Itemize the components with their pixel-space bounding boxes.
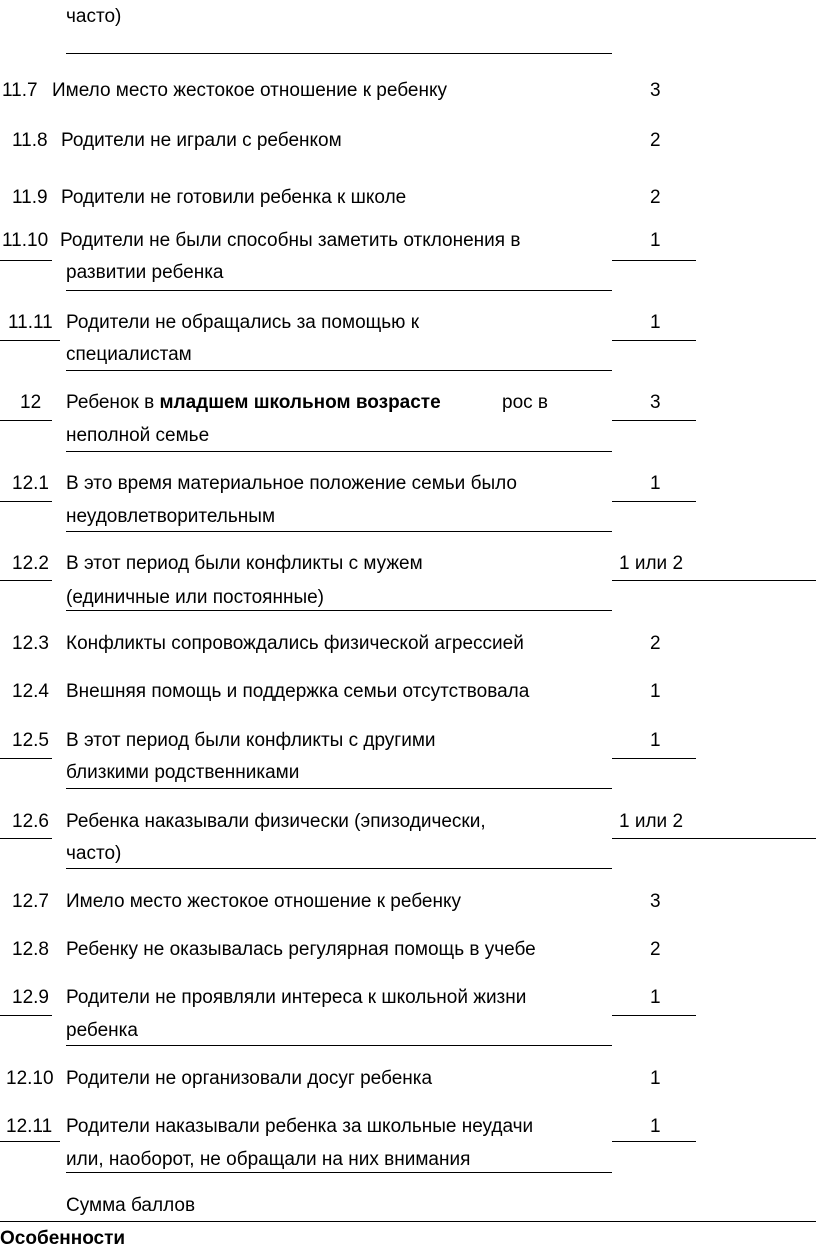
row-divider	[66, 1172, 612, 1173]
row-text-line1	[66, 390, 441, 416]
row-divider	[0, 501, 52, 502]
row-divider	[0, 340, 60, 341]
table-bottom-border	[0, 1221, 816, 1222]
row-number: 12.6	[12, 811, 49, 832]
row-number: 12	[20, 392, 42, 413]
row-divider	[66, 370, 612, 371]
row-text-line2: неполной семье	[66, 425, 210, 446]
row-divider	[0, 838, 52, 839]
row-text-line1: В это время материальное положение семьи было	[66, 473, 517, 494]
row-divider	[612, 1141, 696, 1142]
row-text-bold: младшем школьном возрасте	[159, 392, 441, 413]
row-divider	[66, 610, 612, 611]
row-text-line1: Родители не обращались за помощью к	[66, 312, 420, 333]
row-score: 2	[650, 939, 661, 960]
row-text-line1: Ребенка наказывали физически (эпизодически,	[66, 811, 486, 832]
row-score: 1	[650, 1068, 661, 1089]
row-divider	[0, 420, 52, 421]
row-divider	[612, 260, 696, 261]
row-divider	[612, 420, 696, 421]
row-score: 3	[650, 891, 661, 912]
row-number: 12.10	[6, 1068, 54, 1089]
row-number: 12.1	[12, 473, 49, 494]
row-text-line1: В этот период были конфликты с мужем	[66, 553, 423, 574]
row-divider	[66, 53, 612, 54]
row-text: Конфликты сопровождались физической агрессией	[66, 633, 524, 654]
row-number: 12.5	[12, 730, 49, 751]
row-text: Внешняя помощь и поддержка семьи отсутствовала	[66, 681, 530, 702]
row-text: Родители не организовали досуг ребенка	[66, 1068, 433, 1089]
row-text-line2: часто)	[66, 843, 122, 864]
row-number: 12.3	[12, 633, 49, 654]
row-text-line1: Родители наказывали ребенка за школьные неудачи	[66, 1116, 534, 1137]
row-divider	[0, 1015, 52, 1016]
row-score: 1	[650, 312, 661, 333]
row-divider	[612, 838, 816, 839]
row-text: Ребенку не оказывалась регулярная помощь в учебе	[66, 939, 536, 960]
row-text: Имело место жестокое отношение к ребенку	[52, 80, 447, 101]
row-score: 1	[650, 230, 661, 251]
row-score: 3	[650, 392, 661, 413]
row-number: 11.11	[8, 312, 53, 333]
row-number: 12.11	[6, 1116, 53, 1137]
row-divider	[66, 290, 612, 291]
row-score: 1	[650, 681, 661, 702]
row-number: 12.4	[12, 681, 49, 702]
row-score: 1	[650, 987, 661, 1008]
row-text-line1: Родители не проявляли интереса к школьной жизни	[66, 987, 527, 1008]
row-number: 12.2	[12, 553, 49, 574]
row-score: 2	[650, 633, 661, 654]
row-score: 1	[650, 1116, 661, 1137]
row-text: Имело место жестокое отношение к ребенку	[66, 891, 461, 912]
row-divider	[612, 340, 696, 341]
row-score: 1	[650, 473, 661, 494]
row-divider	[66, 788, 612, 789]
row-divider	[0, 260, 52, 261]
row-divider	[0, 580, 52, 581]
row-divider	[66, 451, 612, 452]
row-text: Родители не готовили ребенка к школе	[61, 187, 407, 208]
row-text-line2: или, наоборот, не обращали на них внимания	[66, 1149, 471, 1170]
row-score: 1 или 2	[619, 811, 684, 832]
row-divider	[612, 1015, 696, 1016]
row-text-suffix: рос в	[502, 392, 549, 413]
row-text-line2: (единичные или постоянные)	[66, 587, 325, 608]
row-text-line2: неудовлетворительным	[66, 506, 275, 527]
row-text-prefix: Ребенок в	[66, 392, 160, 413]
row-text-line2: специалистам	[66, 344, 192, 365]
row-number: 12.8	[12, 939, 49, 960]
row-divider	[612, 501, 696, 502]
row-divider	[612, 580, 816, 581]
row-text-line2: ребенка	[66, 1020, 138, 1041]
row-text-line2: развитии ребенка	[66, 262, 224, 283]
row-text-line2: близкими родственниками	[66, 762, 300, 783]
row-number: 11.7	[2, 80, 38, 101]
row-score: 2	[650, 130, 661, 151]
row-number: 11.10	[2, 230, 49, 251]
row-score: 2	[650, 187, 661, 208]
row-divider	[612, 758, 696, 759]
row-divider	[0, 758, 52, 759]
row-number: 12.9	[12, 987, 49, 1008]
row-text-line1: В этот период были конфликты с другими	[66, 730, 436, 751]
row-text-line1: Родители не были способны заметить отклонения в	[60, 230, 521, 251]
section-heading: Особенности	[0, 1228, 126, 1249]
row-divider	[0, 1141, 60, 1142]
row-number: 11.8	[12, 130, 48, 151]
row-score: 1 или 2	[619, 553, 684, 574]
row-divider	[66, 1045, 612, 1046]
continued-text: часто)	[66, 6, 122, 27]
row-text: Родители не играли с ребенком	[61, 130, 342, 151]
row-score: 3	[650, 80, 661, 101]
row-number: 11.9	[12, 187, 48, 208]
row-score: 1	[650, 730, 661, 751]
row-number: 12.7	[12, 891, 49, 912]
row-divider	[66, 531, 612, 532]
sum-label: Сумма баллов	[66, 1195, 196, 1216]
row-divider	[66, 868, 612, 869]
